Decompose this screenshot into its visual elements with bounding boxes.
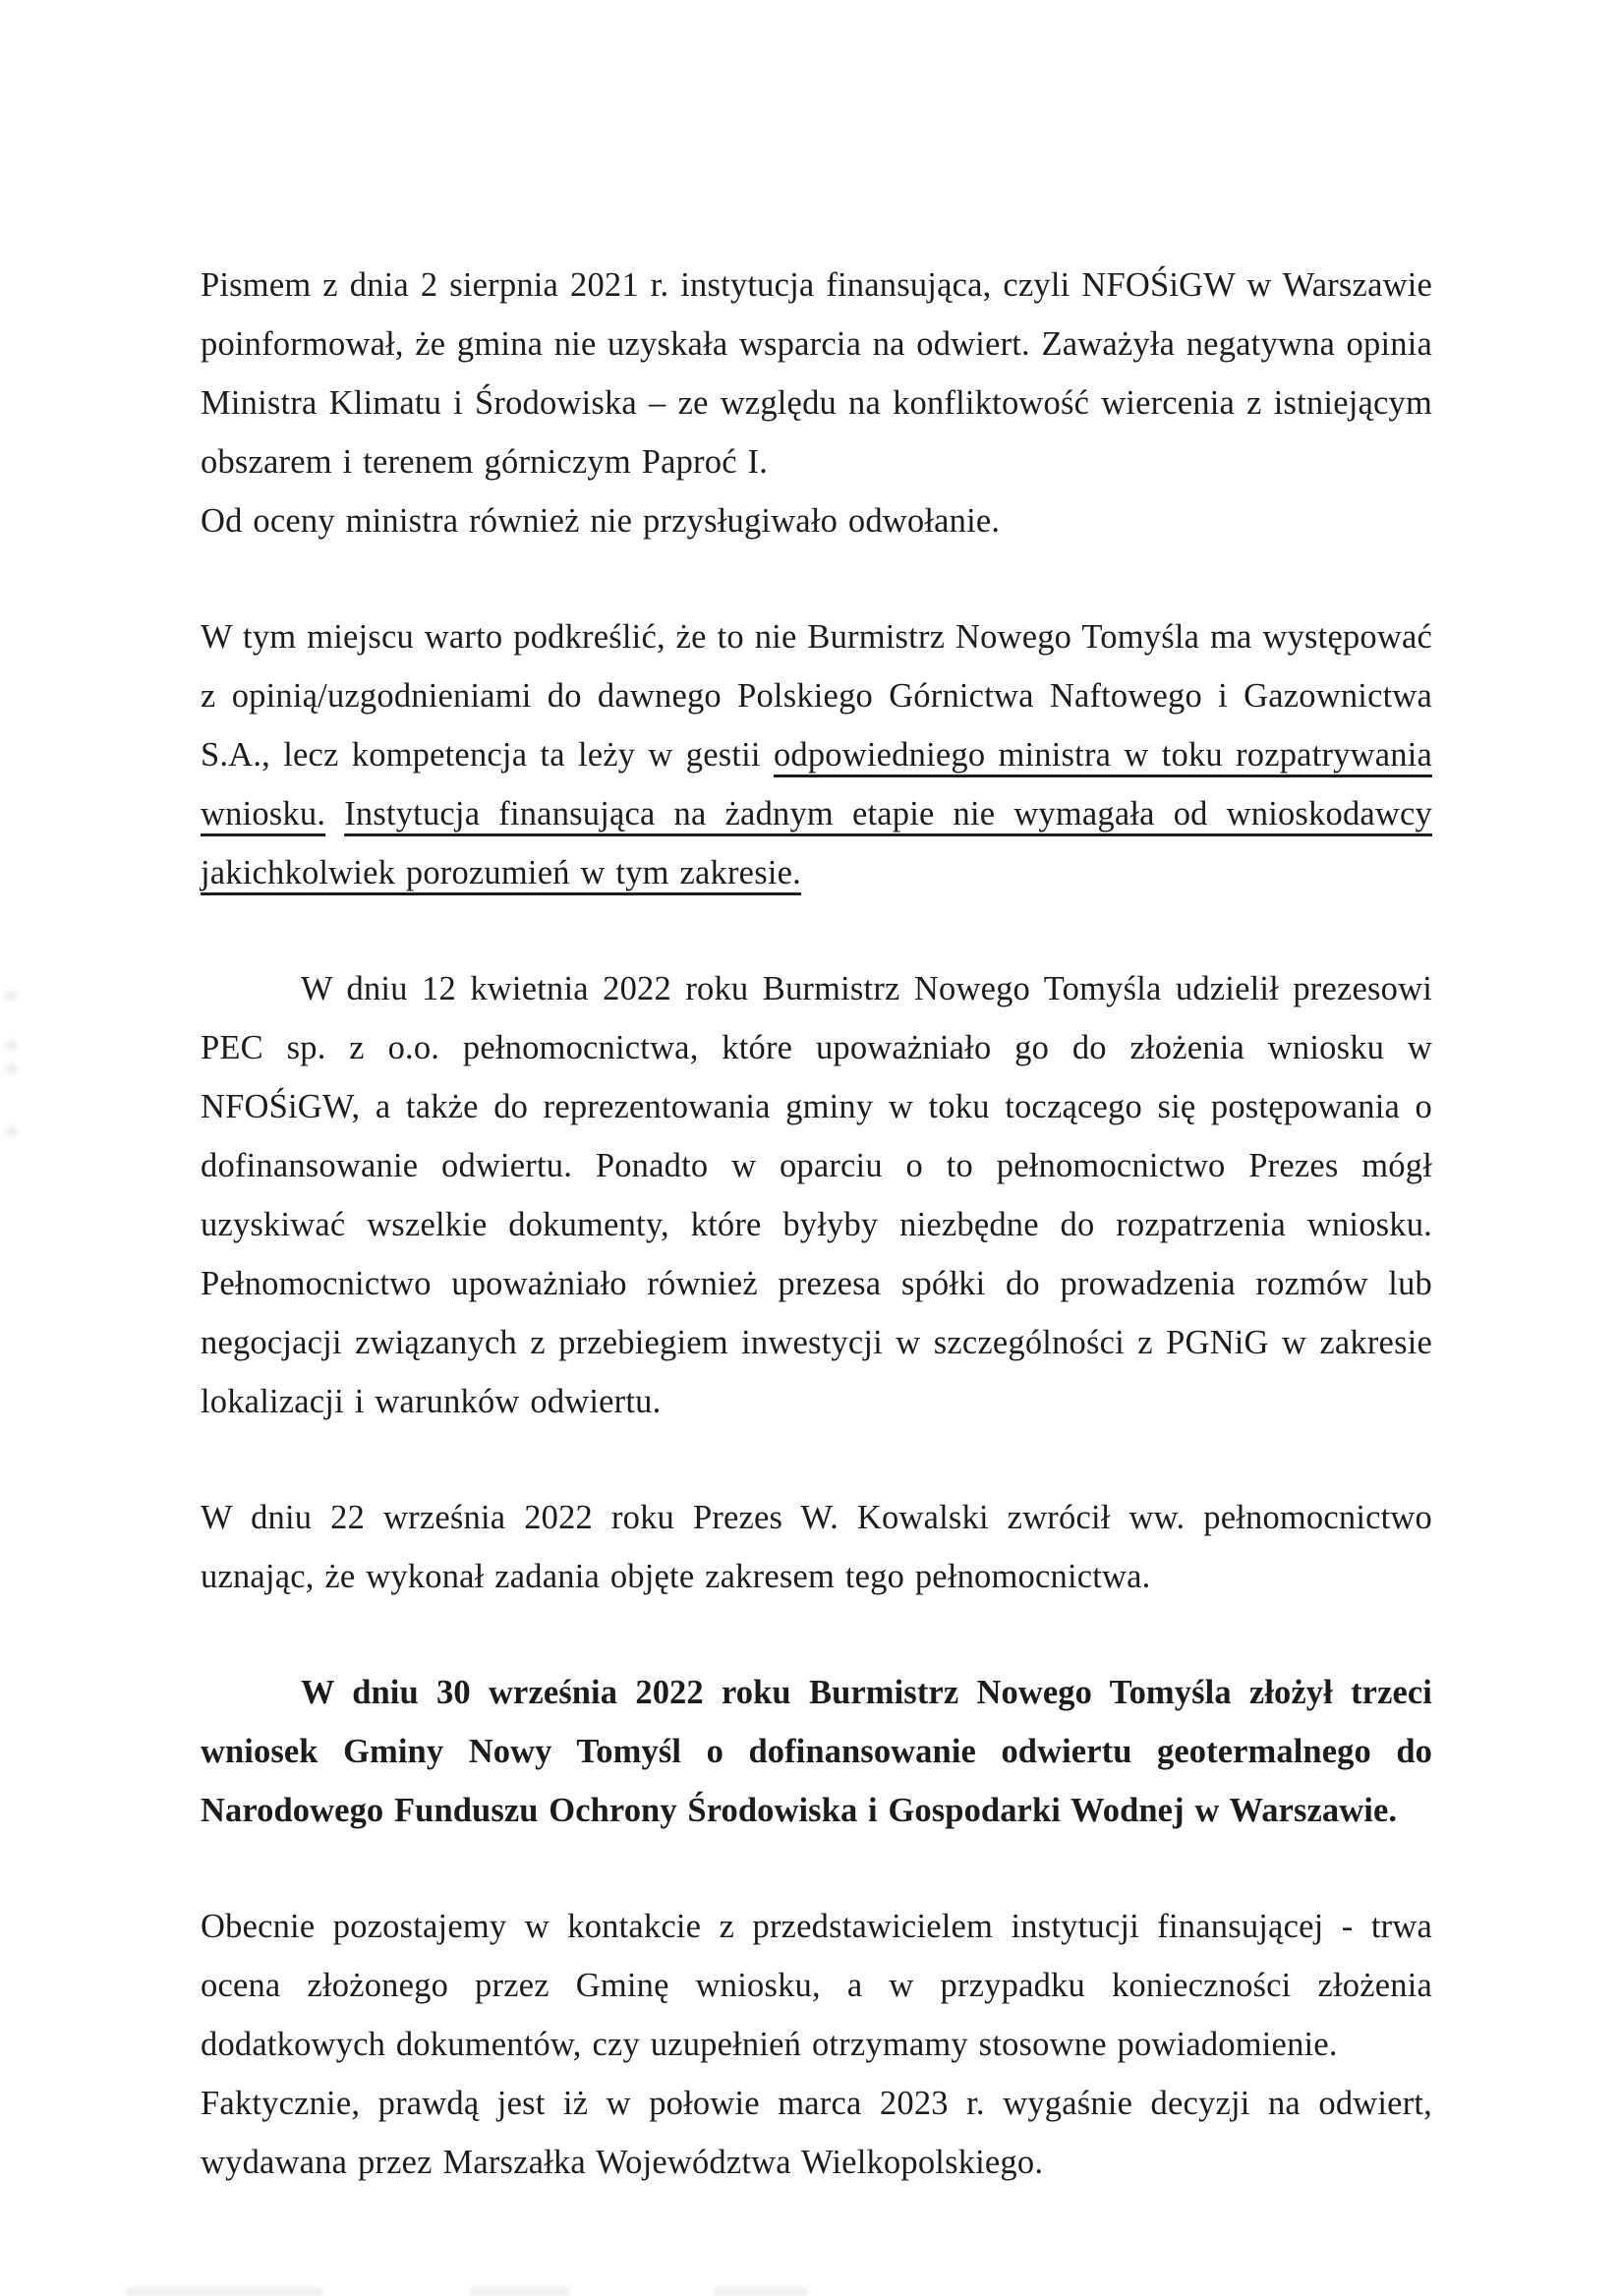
text-run: W tym miejscu warto podkreślić, że to nie Burmistrz Nowego Tomyśla ma występować z opinią/uzgodnieniami do dawnego Polskiego Górnictwa Naftowego i Gazownictwa S.A., lecz kompetencja ta leży w gestii bbox=[201, 618, 1432, 774]
paragraph-4 bbox=[201, 959, 1432, 1431]
underlined-text-run: Instytucja finansująca na żadnym etapie nie wymagała od wnioskodawcy jakichkolwiek porozumień w tym zakresie. bbox=[201, 795, 1432, 891]
paragraph-3 bbox=[201, 607, 1432, 902]
document-body bbox=[201, 256, 1432, 2192]
text-run: Obecnie pozostajemy w kontakcie z przedstawicielem instytucji finansującej - trwa ocena złożonego przez Gminę wniosku, a w przypadku konieczności złożenia dodatkowych dokumentów, czy uzupełnień otrzymamy stosowne powiadomienie. bbox=[201, 1908, 1432, 2063]
footer-cutoff-smudge bbox=[470, 2287, 570, 2296]
paragraph-7 bbox=[201, 1897, 1432, 2074]
paragraph-2 bbox=[201, 491, 1432, 550]
scan-edge-smudge bbox=[4, 1126, 18, 1136]
text-run: Faktycznie, prawdą jest iż w połowie marca 2023 r. wygaśnie decyzji na odwiert, wydawana przez Marszałka Województwa Wielkopolskiego. bbox=[201, 2085, 1432, 2181]
text-run: W dniu 22 września 2022 roku Prezes W. Kowalski zwrócił ww. pełnomocnictwo uznając, że wykonał zadania objęte zakresem tego pełnomocnictwa. bbox=[201, 1499, 1432, 1595]
paragraph-6 bbox=[201, 1663, 1432, 1840]
footer-cutoff-smudge bbox=[714, 2287, 808, 2296]
text-run bbox=[325, 795, 344, 832]
paragraph-8 bbox=[201, 2074, 1432, 2192]
scan-edge-smudge bbox=[4, 1040, 18, 1050]
text-run: W dniu 30 września 2022 roku Burmistrz Nowego Tomyśla złożył trzeci wniosek Gminy Nowy Tomyśl o dofinansowanie odwiertu geotermalnego do Narodowego Funduszu Ochrony Środowiska i Gospodarki Wodnej w Warszawie. bbox=[201, 1674, 1432, 1829]
text-run: Od oceny ministra również nie przysługiwało odwołanie. bbox=[201, 502, 1001, 540]
text-run: Pismem z dnia 2 sierpnia 2021 r. instytucja finansująca, czyli NFOŚiGW w Warszawie poinformował, że gmina nie uzyskała wsparcia na odwiert. Zaważyła negatywna opinia Ministra Klimatu i Środowiska – ze względu na konfliktowość wiercenia z istniejącym obszarem i terenem górniczym Paproć I. bbox=[201, 266, 1432, 481]
text-run: W dniu 12 kwietnia 2022 roku Burmistrz Nowego Tomyśla udzielił prezesowi PEC sp. z o.o. pełnomocnictwa, które upoważniało go do złożenia wniosku w NFOŚiGW, a także do reprezentowania gminy w toku toczącego się postępowania o dofinansowanie odwiertu. Ponadto w oparciu o to pełnomocnictwo Prezes mógł uzyskiwać wszelkie dokumenty, które byłyby niezbędne do rozpatrzenia wniosku. Pełnomocnictwo upoważniało również prezesa spółki do prowadzenia rozmów lub negocjacji związanych z przebiegiem inwestycji w szczególności z PGNiG w zakresie lokalizacji i warunków odwiertu. bbox=[201, 970, 1432, 1420]
footer-cutoff-smudge bbox=[126, 2287, 322, 2296]
scan-edge-smudge bbox=[4, 1063, 18, 1073]
underlined-text-run: odpowiedniego ministra w toku rozpatrywania wniosku. bbox=[201, 736, 1432, 832]
scan-edge-smudge bbox=[4, 991, 18, 1001]
paragraph-5 bbox=[201, 1488, 1432, 1606]
paragraph-1 bbox=[201, 256, 1432, 491]
